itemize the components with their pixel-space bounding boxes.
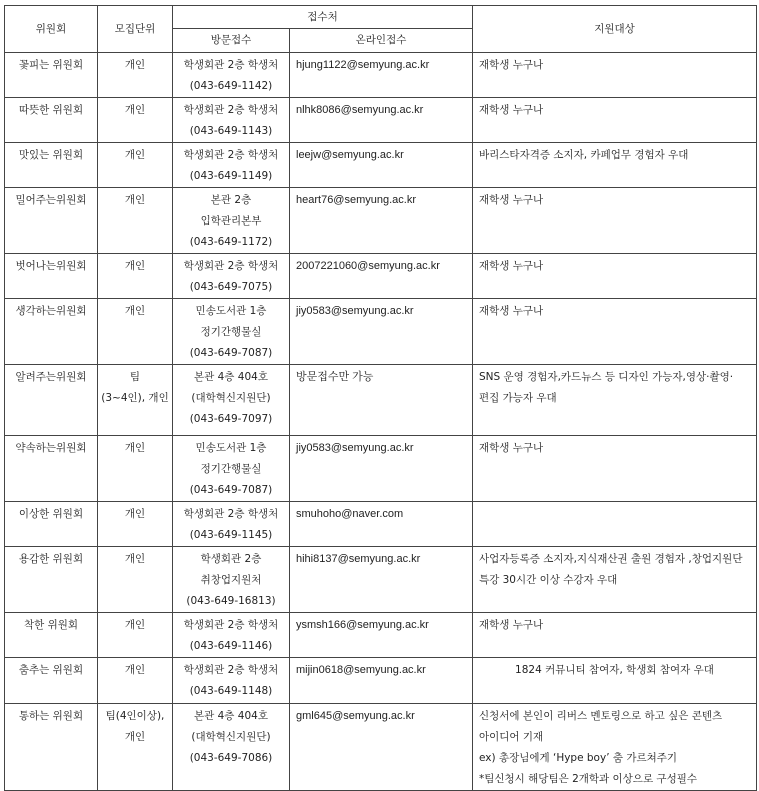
visit-cell [173, 143, 290, 188]
committee-cell [5, 365, 98, 436]
visit-cell [173, 299, 290, 365]
visit-line: (043-649-1146) [189, 640, 273, 652]
online-cell [290, 299, 473, 365]
unit-line: 개인 [124, 305, 146, 317]
target-line: 바리스타자격증 소지자, 카페업무 경험자 우대 [479, 149, 689, 161]
unit-cell [98, 143, 173, 188]
target-cell [473, 188, 757, 254]
committee-cell [5, 547, 98, 613]
visit-line: 정기간행물실 [200, 326, 262, 338]
unit-line: 개인 [124, 149, 146, 161]
visit-line: 학생회관 2층 [200, 553, 262, 565]
committee-cell [5, 299, 98, 365]
table-row [5, 188, 757, 254]
target-line: 아이디어 기재 [479, 731, 544, 743]
committee-table [4, 5, 757, 791]
unit-line: 개인 [124, 508, 146, 520]
visit-line: (043-649-1142) [189, 80, 273, 92]
visit-cell [173, 53, 290, 98]
online-cell [290, 658, 473, 704]
online-address: jiy0583@semyung.ac.kr [296, 442, 414, 454]
unit-line: 개인 [124, 619, 146, 631]
target-cell [473, 547, 757, 613]
visit-line: (043-649-7087) [189, 484, 273, 496]
unit-line: 개인 [124, 442, 146, 454]
committee-cell [5, 704, 98, 791]
visit-line: 취창업지원처 [200, 574, 262, 586]
online-address: hihi8137@semyung.ac.kr [296, 553, 421, 565]
target-cell [473, 143, 757, 188]
target-cell [473, 436, 757, 502]
online-cell [290, 704, 473, 791]
visit-line: (043-649-7087) [189, 347, 273, 359]
table-row [5, 299, 757, 365]
online-address: gml645@semyung.ac.kr [296, 710, 415, 722]
visit-line: (043-649-1172) [189, 236, 273, 248]
committee-name: 약속하는위원회 [15, 442, 87, 454]
online-cell [290, 143, 473, 188]
online-cell [290, 53, 473, 98]
committee-cell [5, 98, 98, 143]
visit-cell [173, 254, 290, 299]
header-committee: 위원회 [5, 6, 98, 53]
target-line: 편집 가능자 우대 [479, 392, 557, 404]
table-row [5, 547, 757, 613]
table-row [5, 704, 757, 791]
online-address: mijin0618@semyung.ac.kr [296, 664, 426, 676]
target-cell [473, 704, 757, 791]
committee-name: 생각하는위원회 [15, 305, 87, 317]
header-reception: 접수처 [173, 6, 473, 29]
committee-name: 통하는 위원회 [18, 710, 84, 722]
unit-line: 개인 [124, 553, 146, 565]
header-visit: 방문접수 [173, 29, 290, 53]
target-line: 재학생 누구나 [479, 260, 544, 272]
unit-line: 팀 [129, 371, 141, 383]
visit-line: (043-649-1143) [189, 125, 273, 137]
target-cell [473, 613, 757, 658]
visit-line: 정기간행물실 [200, 463, 262, 475]
table-row [5, 365, 757, 436]
online-address: 방문접수만 가능 [296, 371, 374, 383]
table-row [5, 98, 757, 143]
unit-line: 개인 [124, 731, 146, 743]
visit-cell [173, 658, 290, 704]
committee-name: 따뜻한 위원회 [18, 104, 84, 116]
target-line: 재학생 누구나 [479, 104, 544, 116]
target-cell [473, 254, 757, 299]
committee-cell [5, 53, 98, 98]
table-row [5, 254, 757, 299]
online-address: 2007221060@semyung.ac.kr [296, 260, 440, 272]
unit-line: 팀(4인이상), [105, 710, 165, 722]
online-cell [290, 547, 473, 613]
unit-cell [98, 188, 173, 254]
unit-line: 개인 [124, 194, 146, 206]
visit-line: (043-649-16813) [186, 595, 276, 607]
unit-cell [98, 436, 173, 502]
unit-cell [98, 658, 173, 704]
online-address: smuhoho@naver.com [296, 508, 404, 520]
table-row [5, 143, 757, 188]
online-cell [290, 98, 473, 143]
unit-cell [98, 502, 173, 547]
visit-cell [173, 436, 290, 502]
table-row [5, 613, 757, 658]
online-address: jiy0583@semyung.ac.kr [296, 305, 414, 317]
target-line: 특강 30시간 이상 수강자 우대 [479, 574, 618, 586]
committee-name: 춤추는 위원회 [18, 664, 84, 676]
online-address: heart76@semyung.ac.kr [296, 194, 417, 206]
table-row [5, 502, 757, 547]
header-row [5, 6, 757, 29]
header-online: 온라인접수 [290, 29, 473, 53]
unit-line: 개인 [124, 664, 146, 676]
visit-line: (043-649-1145) [189, 529, 273, 541]
visit-line: 입학관리본부 [200, 215, 262, 227]
committee-cell [5, 436, 98, 502]
online-cell [290, 365, 473, 436]
visit-line: 민송도서관 1층 [195, 305, 267, 317]
unit-cell [98, 98, 173, 143]
committee-cell [5, 613, 98, 658]
visit-line: 본관 2층 [210, 194, 252, 206]
visit-cell [173, 365, 290, 436]
unit-line: 개인 [124, 104, 146, 116]
committee-name: 알려주는위원회 [15, 371, 87, 383]
visit-line: (043-649-7097) [189, 413, 273, 425]
visit-line: 학생회관 2층 학생처 [183, 619, 279, 631]
table-row [5, 53, 757, 98]
header-unit: 모집단위 [98, 6, 173, 53]
target-cell [473, 53, 757, 98]
online-cell [290, 502, 473, 547]
visit-cell [173, 502, 290, 547]
visit-line: 본관 4층 404호 [194, 371, 268, 383]
visit-cell [173, 613, 290, 658]
target-line: 재학생 누구나 [479, 619, 544, 631]
target-cell [473, 98, 757, 143]
target-line: 사업자등록증 소지자,지식재산권 출원 경험자 ,창업지원단 [479, 553, 743, 565]
target-line: ex) 총장님에게 ‘Hype boy’ 춤 가르쳐주기 [479, 752, 678, 764]
unit-cell [98, 299, 173, 365]
visit-line: (043-649-7075) [189, 281, 273, 293]
unit-line: 개인 [124, 59, 146, 71]
visit-line: 학생회관 2층 학생처 [183, 104, 279, 116]
visit-line: 학생회관 2층 학생처 [183, 149, 279, 161]
visit-line: 학생회관 2층 학생처 [183, 664, 279, 676]
unit-cell [98, 613, 173, 658]
target-line: 재학생 누구나 [479, 194, 544, 206]
target-cell [473, 502, 757, 547]
target-cell [473, 365, 757, 436]
committee-name: 이상한 위원회 [18, 508, 84, 520]
online-address: ysmsh166@semyung.ac.kr [296, 619, 429, 631]
visit-line: 학생회관 2층 학생처 [183, 508, 279, 520]
target-line: 신청서에 본인이 리버스 멘토링으로 하고 싶은 콘텐츠 [479, 710, 723, 722]
target-cell [473, 658, 757, 704]
visit-line: 민송도서관 1층 [195, 442, 267, 454]
target-line: 재학생 누구나 [479, 59, 544, 71]
visit-line: (043-649-1149) [189, 170, 273, 182]
visit-line: (대학혁신지원단) [191, 731, 271, 743]
header-target: 지원대상 [473, 6, 757, 53]
online-cell [290, 613, 473, 658]
unit-cell [98, 547, 173, 613]
visit-cell [173, 188, 290, 254]
unit-cell [98, 254, 173, 299]
committee-name: 벗어나는위원회 [15, 260, 87, 272]
online-address: leejw@semyung.ac.kr [296, 149, 404, 161]
visit-line: 학생회관 2층 학생처 [183, 260, 279, 272]
unit-cell [98, 365, 173, 436]
unit-cell [98, 53, 173, 98]
visit-cell [173, 98, 290, 143]
visit-line: 학생회관 2층 학생처 [183, 59, 279, 71]
committee-cell [5, 143, 98, 188]
table-row [5, 436, 757, 502]
target-line: 1824 커뮤니티 참여자, 학생회 참여자 우대 [515, 664, 714, 676]
visit-line: (043-649-1148) [189, 685, 273, 697]
online-cell [290, 254, 473, 299]
online-address: hjung1122@semyung.ac.kr [296, 59, 430, 71]
target-line: 재학생 누구나 [479, 305, 544, 317]
committee-name: 착한 위원회 [23, 619, 79, 631]
table-row [5, 658, 757, 704]
committee-name: 용감한 위원회 [18, 553, 84, 565]
unit-cell [98, 704, 173, 791]
target-line: *팀신청시 해당팀은 2개학과 이상으로 구성필수 [479, 773, 697, 785]
committee-name: 밀어주는위원회 [15, 194, 87, 206]
committee-cell [5, 254, 98, 299]
online-address: nlhk8086@semyung.ac.kr [296, 104, 424, 116]
target-cell [473, 299, 757, 365]
online-cell [290, 436, 473, 502]
committee-cell [5, 502, 98, 547]
unit-line: 개인 [124, 260, 146, 272]
committee-name: 맛있는 위원회 [18, 149, 84, 161]
target-line: SNS 운영 경험자,카드뉴스 등 디자인 가능자,영상·촬영· [479, 371, 734, 383]
committee-name: 꽃피는 위원회 [18, 59, 84, 71]
visit-line: 본관 4층 404호 [194, 710, 268, 722]
visit-line: (대학혁신지원단) [191, 392, 271, 404]
visit-cell [173, 547, 290, 613]
target-line: 재학생 누구나 [479, 442, 544, 454]
committee-cell [5, 658, 98, 704]
unit-line: (3~4인), 개인 [101, 392, 169, 404]
online-cell [290, 188, 473, 254]
committee-cell [5, 188, 98, 254]
visit-line: (043-649-7086) [189, 752, 273, 764]
visit-cell [173, 704, 290, 791]
